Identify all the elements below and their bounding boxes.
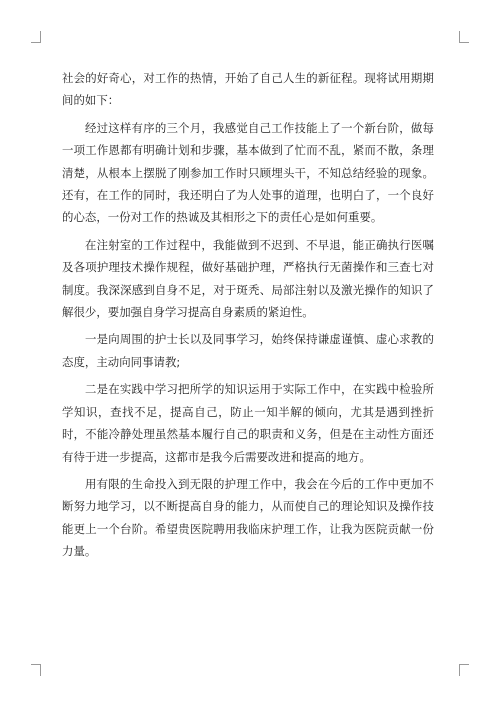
- paragraph-3: 在注射室的工作过程中，我能做到不迟到、不早退，能正确执行医嘱及各项护理技术操作规程，做好基础护理，严格执行无菌操作和三查七对制度。我深深感到自身不足，对于斑秃、局部注射以及激光操作的知识了解很少，要加强自身学习提高自身素质的紧迫性。: [62, 237, 434, 320]
- paragraph-2: 经过这样有序的三个月，我感觉自己工作技能上了一个新台阶，做每一项工作恩都有明确计划和步骤，基本做到了忙而不乱，紧而不散，条理清楚，从根本上摆脱了刚参加工作时只顾埋头干，不知总结经验的现象。还有，在工作的同时，我还明白了为人处事的道理，也明白了，一个良好的心态，一份对工作的热诚及其相形之下的责任心是如何重要。: [62, 120, 434, 225]
- page-corner-mark-bottom-right: [459, 664, 469, 676]
- paragraph-1: 社会的好奇心，对工作的热情，开始了自己人生的新征程。现将试用期期间的如下：: [62, 71, 434, 108]
- paragraph-4: 一是向周围的护士长以及同事学习，始终保持谦虚谨慎、虚心求教的态度，主动向同事请教;: [62, 332, 434, 369]
- document-body: [62, 67, 434, 568]
- page-corner-mark-top-left: [31, 31, 41, 43]
- page-corner-mark-top-right: [459, 31, 469, 43]
- page-corner-mark-bottom-left: [31, 664, 41, 676]
- paragraph-6: 用有限的生命投入到无限的护理工作中，我会在今后的工作中更加不断努力地学习，以不断提高自身的能力，从而使自己的理论知识及操作技能更上一个台阶。希望贵医院聘用我临床护理工作，让我为医院贡献一份力量。: [62, 476, 434, 559]
- paragraph-5: 二是在实践中学习把所学的知识运用于实际工作中，在实践中检验所学知识，查找不足，提高自己，防止一知半解的倾向，尤其是遇到挫折时，不能冷静处理虽然基本履行自己的职责和义务，但是在主动性方面还有待于进一步提高，这都市是我今后需要改进和提高的地方。: [62, 382, 434, 464]
